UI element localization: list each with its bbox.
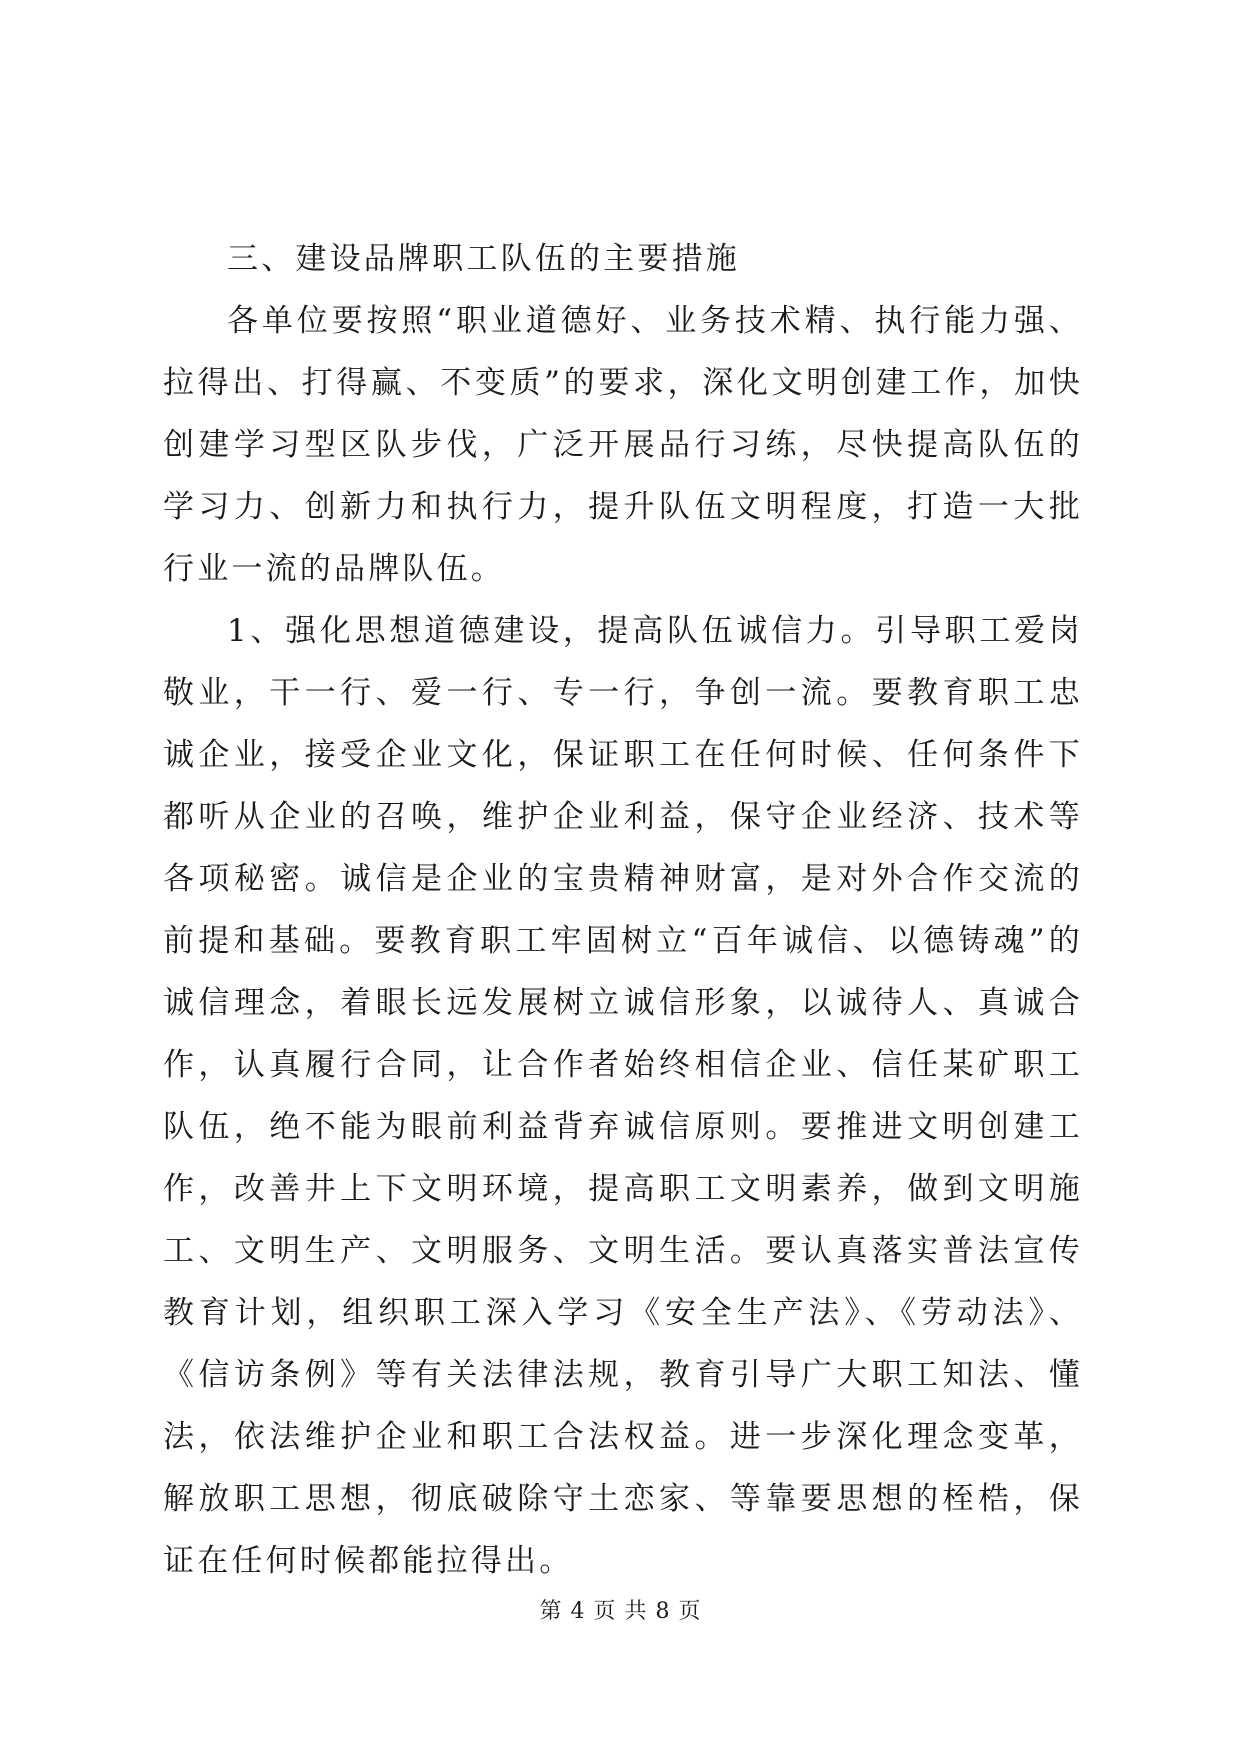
page-footer: 第 4 页 共 8 页 [539,1599,702,1624]
paragraph-intro: 各单位要按照“职业道德好、业务技术精、执行能力强、拉得出、打得赢、不变质”的要求，深化文明创建工作，加快创建学习型区队步伐，广泛开展品行习练，尽快提高队伍的学习力、创新力和执行力，提升队伍文明程度，打造一大批行业一流的品牌队伍。 [163,303,1083,587]
section-heading: 三、建设品牌职工队伍的主要措施 [227,241,740,277]
paragraph-measure-1: 1、强化思想道德建设，提高队伍诚信力。引导职工爱岗敬业，干一行、爱一行、专一行，争创一流。要教育职工忠诚企业，接受企业文化，保证职工在任何时候、任何条件下都听从企业的召唤，维护企业利益，保守企业经济、技术等各项秘密。诚信是企业的宝贵精神财富，是对外合作交流的前提和基础。要教育职工牢固树立“百年诚信、以德铸魂”的诚信理念，着眼长远发展树立诚信形象，以诚待人、真诚合作，认真履行合同，让合作者始终相信企业、信任某矿职工队伍，绝不能为眼前利益背弃诚信原则。要推进文明创建工作，改善井上下文明环境，提高职工文明素养，做到文明施工、文明生产、文明服务、文明生活。要认真落实普法宣传教育计划，组织职工深入学习《安全生产法》、《劳动法》、《信访条例》等有关法律法规，教育引导广大职工知法、懂法，依法维护企业和职工合法权益。进一步深化理念变革，解放职工思想，彻底破除守土恋家、等靠要思想的桎梏，保证在任何时候都能拉得出。 [163,613,1083,1579]
document-body [163,228,1083,1592]
